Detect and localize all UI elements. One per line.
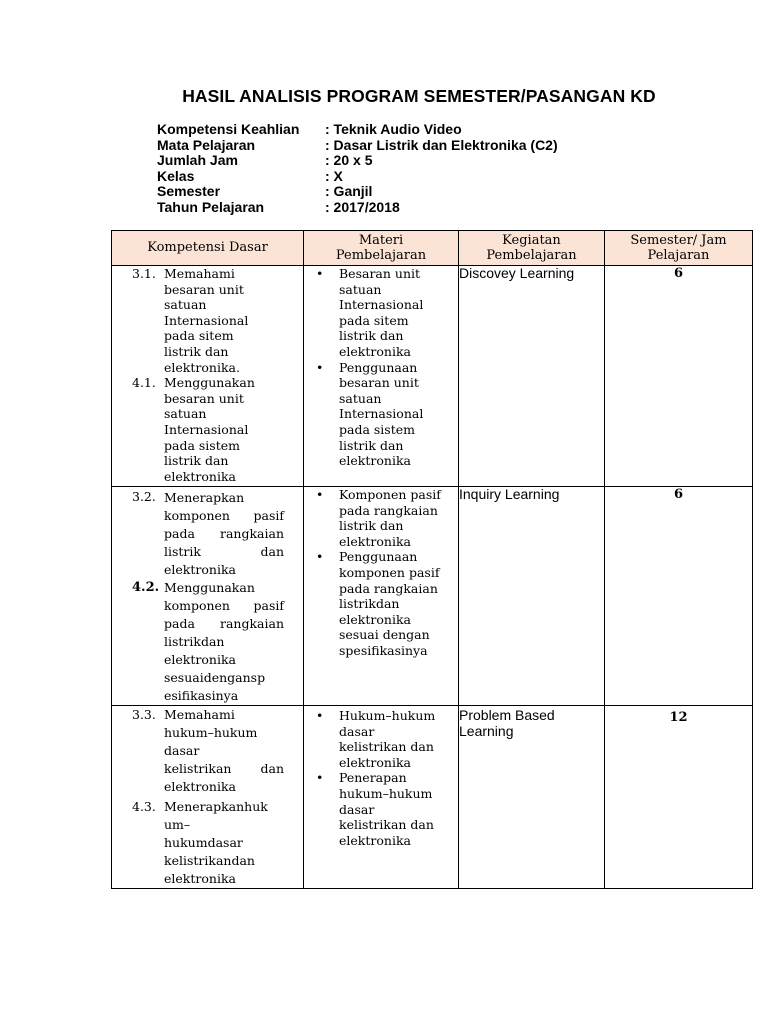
- kd-item: [112, 489, 303, 579]
- materi-line: elektronika: [339, 611, 411, 627]
- table-row: [112, 706, 753, 889]
- materi-line: elektronika: [339, 533, 411, 549]
- header-text: Pembelajaran: [486, 248, 577, 263]
- materi-line: pada rangkaian: [339, 580, 438, 596]
- materi-line: satuan: [339, 390, 382, 406]
- jam-value: 12: [669, 710, 688, 725]
- kd-line: elektronika: [164, 871, 236, 886]
- kd-line: listrik dan: [164, 453, 229, 469]
- header-text: Kegiatan: [502, 232, 561, 248]
- document-meta: [157, 122, 558, 216]
- kd-line: komponen pasif: [164, 598, 284, 613]
- kd-text: [164, 266, 284, 375]
- kd-text: [164, 706, 284, 796]
- meta-label: Kompetensi Keahlian: [157, 121, 300, 137]
- kegiatan-text: Problem Based: [459, 707, 555, 723]
- kd-line: besaran unit: [164, 281, 244, 297]
- materi-line: Internasional: [339, 406, 424, 422]
- header-text: Semester/ Jam: [630, 232, 727, 248]
- kd-line: Menerapkan: [164, 490, 245, 505]
- meta-row: [157, 122, 558, 138]
- kd-line: pada rangkaian: [164, 616, 284, 631]
- meta-value: : Ganjil: [325, 183, 373, 200]
- kd-text: [164, 798, 284, 888]
- kd-number: 4.1.: [132, 375, 156, 391]
- materi-line: Internasional: [339, 297, 424, 313]
- materi-line: listrik dan: [339, 437, 404, 453]
- materi-line: hukum–hukum: [339, 785, 433, 801]
- materi-line: besaran unit: [339, 375, 419, 391]
- materi-line: pada rangkaian: [339, 502, 438, 518]
- kd-line: komponen pasif: [164, 508, 284, 523]
- kd-line: Menggunakan: [164, 580, 255, 595]
- kd-line: elektronika: [164, 468, 236, 484]
- materi-line: listrik dan: [339, 328, 404, 344]
- table-row: [112, 487, 753, 706]
- kd-line: elektronika: [164, 779, 236, 794]
- kd-text: [164, 489, 284, 579]
- jam-cell: [605, 706, 753, 889]
- list-item: [304, 487, 458, 549]
- kd-line: pada sistem: [164, 437, 240, 453]
- materi-cell: [304, 487, 459, 706]
- kd-line: satuan: [164, 297, 207, 313]
- kd-number: 3.1.: [132, 266, 156, 281]
- bullet-icon: •: [316, 708, 324, 723]
- kegiatan-text: Discovey Learning: [459, 265, 575, 281]
- kd-line: pada sitem: [164, 328, 234, 344]
- materi-line: Besaran unit: [339, 266, 421, 281]
- kd-line: satuan: [164, 406, 207, 422]
- list-item: [304, 266, 458, 360]
- materi-line: elektronika: [339, 343, 411, 359]
- kd-line: elektronika: [164, 562, 236, 577]
- list-item: [304, 708, 458, 770]
- materi-line: listrik dan: [339, 518, 404, 534]
- jam-value: 6: [673, 266, 684, 281]
- bullet-icon: •: [316, 549, 324, 565]
- materi-line: Penggunaan: [339, 359, 418, 375]
- kd-number: 3.2.: [132, 489, 156, 504]
- kd-line: hukum–hukum: [164, 725, 258, 740]
- meta-label: Kelas: [157, 167, 195, 184]
- header-kompetensi-dasar: [112, 231, 304, 266]
- page-title: HASIL ANALISIS PROGRAM SEMESTER/PASANGAN KD: [182, 86, 656, 106]
- header-jam: [605, 231, 753, 266]
- materi-list: [304, 708, 458, 848]
- kd-line: listrik dan: [164, 544, 284, 559]
- kd-cell: [112, 487, 304, 706]
- materi-line: pada sistem: [339, 421, 415, 437]
- kd-line: elektronika: [164, 652, 236, 667]
- kd-cell: [112, 706, 304, 889]
- kegiatan-text: Inquiry Learning: [459, 486, 560, 502]
- kd-line: Memahami: [164, 707, 235, 722]
- header-text: Pelajaran: [647, 248, 710, 263]
- meta-value: : 2017/2018: [325, 198, 400, 215]
- header-materi: [304, 231, 459, 266]
- kd-number: 4.2.: [132, 580, 160, 595]
- meta-row: [157, 184, 558, 200]
- meta-label: Semester: [157, 183, 221, 200]
- materi-line: Penggunaan: [339, 549, 418, 565]
- materi-line: Hukum–hukum: [339, 708, 436, 723]
- kd-line: um–: [164, 817, 191, 832]
- materi-line: listrikdan: [339, 596, 400, 612]
- header-text: Kompetensi Dasar: [147, 240, 268, 256]
- meta-value: : 20 x 5: [325, 152, 373, 169]
- bullet-icon: •: [316, 359, 324, 375]
- kd-line: esifikasinya: [164, 688, 239, 703]
- meta-label: Jumlah Jam: [157, 152, 238, 169]
- materi-line: elektronika: [339, 754, 411, 770]
- kd-line: sesuaidengansp: [164, 670, 266, 685]
- kd-number: 3.3.: [132, 707, 156, 722]
- materi-line: komponen pasif: [339, 564, 440, 580]
- meta-label: Tahun Pelajaran: [157, 198, 265, 215]
- kd-line: listrikdan: [164, 634, 225, 649]
- materi-line: kelistrikan dan: [339, 739, 434, 755]
- materi-line: spesifikasinya: [339, 642, 428, 658]
- jam-value: 6: [673, 487, 684, 502]
- bullet-icon: •: [316, 487, 324, 502]
- kd-item: [112, 579, 303, 705]
- kd-table: [111, 230, 753, 889]
- materi-cell: [304, 706, 459, 889]
- materi-line: sesuai dengan: [339, 627, 430, 643]
- materi-line: elektronika: [339, 832, 411, 848]
- kegiatan-cell: [459, 706, 605, 889]
- kd-line: pada rangkaian: [164, 526, 284, 541]
- kd-line: elektronika.: [164, 359, 240, 375]
- kd-text: [164, 375, 284, 484]
- header-kegiatan: [459, 231, 605, 266]
- list-item: [304, 770, 458, 848]
- header-text: Materi: [358, 232, 404, 248]
- materi-line: pada sitem: [339, 312, 409, 328]
- kd-number: 4.3.: [132, 799, 156, 814]
- kegiatan-text: Learning: [459, 722, 514, 739]
- list-item: [304, 360, 458, 469]
- materi-list: [304, 487, 458, 659]
- materi-line: elektronika: [339, 453, 411, 469]
- kd-line: Internasional: [164, 312, 249, 328]
- materi-line: Komponen pasif: [339, 487, 441, 502]
- table-row: [112, 266, 753, 487]
- kd-line: listrik dan: [164, 343, 229, 359]
- bullet-icon: •: [316, 266, 324, 281]
- kd-line: dasar: [164, 743, 200, 758]
- meta-value: : Dasar Listrik dan Elektronika (C2): [325, 136, 558, 153]
- kd-text: [164, 579, 284, 705]
- kd-item: [112, 375, 303, 484]
- meta-row: [157, 169, 558, 185]
- kd-line: Internasional: [164, 421, 249, 437]
- meta-row: [157, 200, 558, 216]
- kegiatan-cell: [459, 487, 605, 706]
- kd-item: [112, 706, 303, 796]
- kd-line: hukumdasar: [164, 835, 243, 850]
- materi-line: dasar: [339, 723, 375, 739]
- materi-line: satuan: [339, 281, 382, 297]
- kd-line: Menggunakan: [164, 375, 255, 391]
- meta-value: : X: [325, 167, 343, 184]
- kd-line: besaran unit: [164, 390, 244, 406]
- materi-line: kelistrikan dan: [339, 817, 434, 833]
- materi-line: Penerapan: [339, 770, 407, 786]
- meta-value: : Teknik Audio Video: [325, 121, 462, 137]
- materi-line: dasar: [339, 801, 375, 817]
- materi-cell: [304, 266, 459, 487]
- jam-cell: [605, 266, 753, 487]
- meta-row: [157, 138, 558, 154]
- meta-row: [157, 153, 558, 169]
- kd-line: Memahami: [164, 266, 235, 281]
- kd-line: kelistrikandan: [164, 853, 255, 868]
- header-text: Pembelajaran: [335, 248, 427, 263]
- kd-item: [112, 266, 303, 375]
- meta-label: Mata Pelajaran: [157, 136, 256, 153]
- table-header-row: [112, 231, 753, 266]
- jam-cell: [605, 487, 753, 706]
- kd-line: Menerapkanhuk: [164, 799, 268, 814]
- kd-line: kelistrikan dan: [164, 761, 284, 776]
- materi-list: [304, 266, 458, 469]
- kd-item: [112, 798, 303, 888]
- bullet-icon: •: [316, 770, 324, 786]
- kd-cell: [112, 266, 304, 487]
- kegiatan-cell: [459, 266, 605, 487]
- list-item: [304, 549, 458, 658]
